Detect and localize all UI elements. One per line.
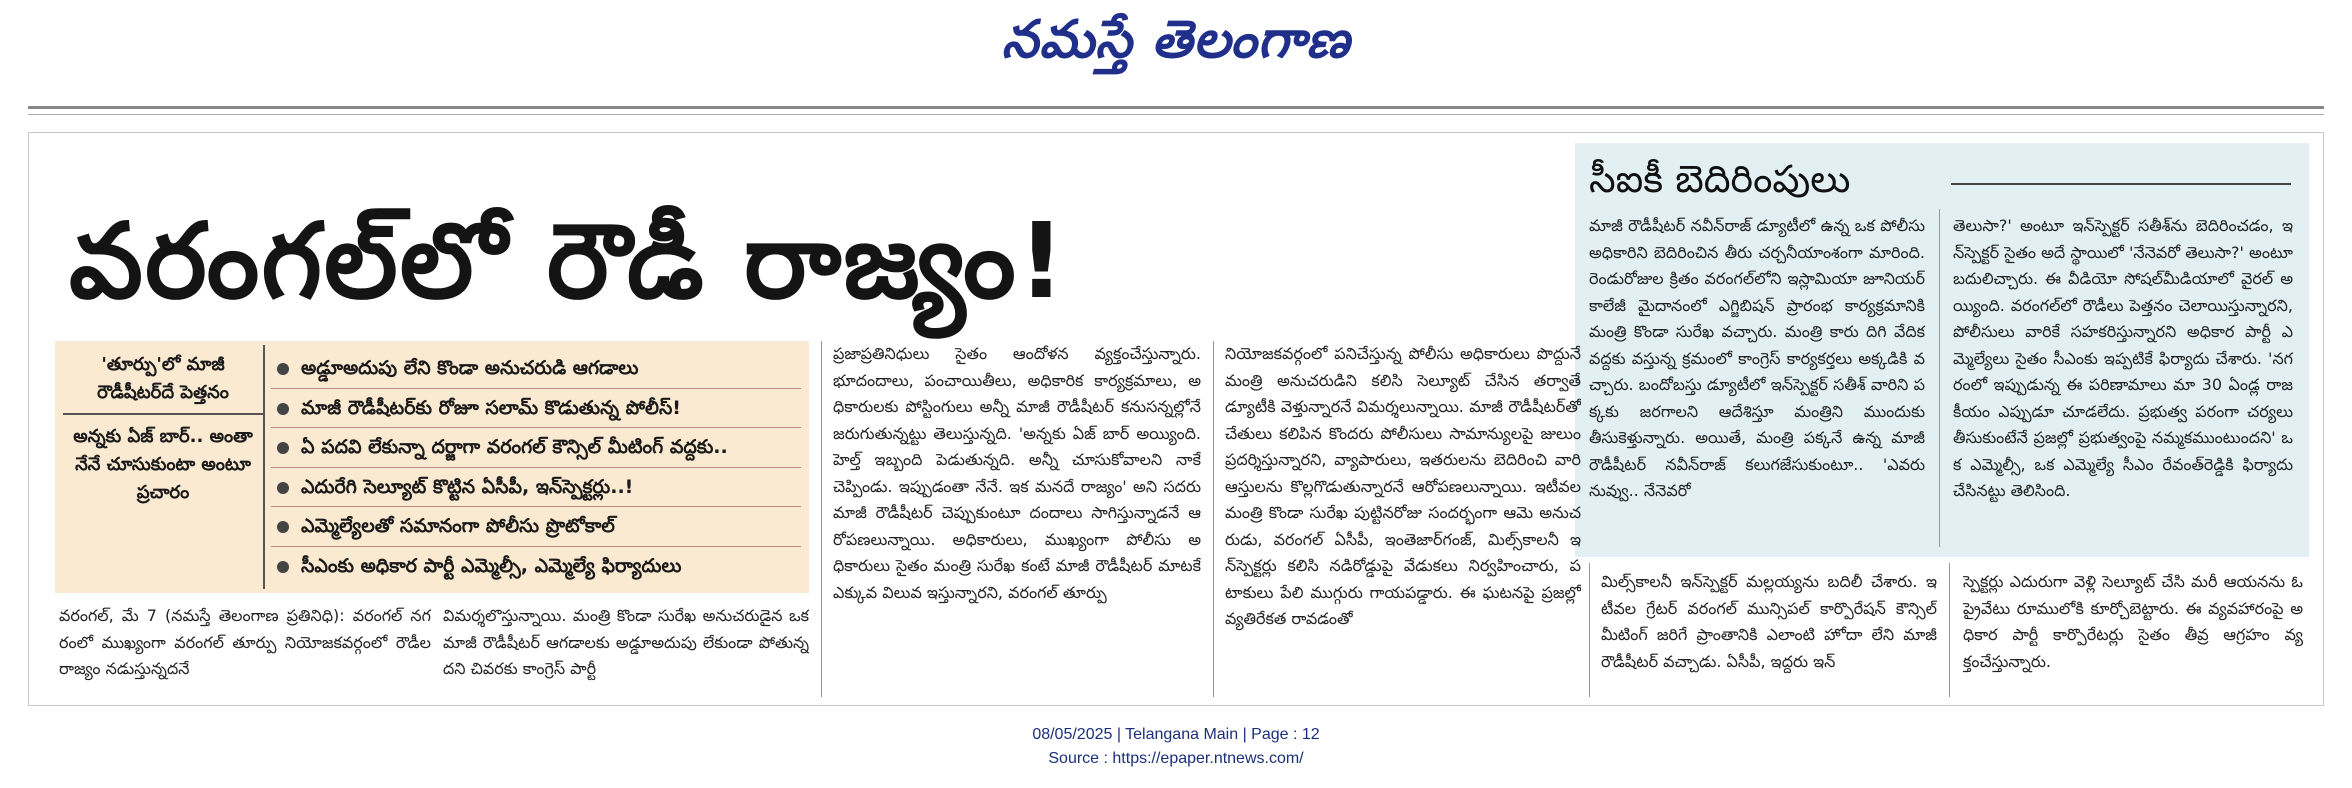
bullet-icon xyxy=(277,561,289,573)
bullet-icon xyxy=(277,442,289,454)
article-text-4: నియోజకవర్గంలో పనిచేస్తున్న పోలీసు అధికారులు పొద్దునే మంత్రి అనుచరుడిని కలిసి సెల్యూట్ చేసిన తర్వాతే డ్యూటీకి వెళ్తున్నారనే విమర్శలున్నాయి. మాజీ రౌడీషీటర్‌తో చేతులు కలిపిన కొందరు పోలీసులు సామాన్యులపై జులుం ప్రదర్శిస్తున్నారని, వ్యాపారులు, ఇతరులను బెదిరించి వారి ఆస్తులను కొల్లగొడుతున్నారనే ఆరోపణలున్నాయి. ఇటీవల మంత్రి కొండా సురేఖ పుట్టినరోజు సందర్భంగా ఆమె అనుచరుడు, వరంగల్ ఏసీపీ, ఇంతెజార్‌గంజ్, మిల్స్‌కాలనీ ఇన్‌స్పెక్టర్లు కలిసి నడిరోడ్డుపై వేడుకలు నిర్వహించారు, పటాకులు పేలి ముగ్గురు గాయపడ్డారు. ఈ ఘటనపై ప్రజల్లో వ్యతిరేకత రావడంతో xyxy=(1225,344,1581,628)
article-text-2: విమర్శలొస్తున్నాయి. మంత్రి కొండా సురేఖ అనుచరుడైన ఒక మాజీ రౌడీషీటర్ ఆగడాలకు అడ్డూఅదుపు లేకుండా పోతున్నదని చివరకు కాంగ్రెస్ పార్టీ xyxy=(443,606,809,678)
list-item xyxy=(271,349,801,389)
teaser-list xyxy=(271,349,801,585)
column-divider xyxy=(1589,563,1590,697)
sidebar-title-rule xyxy=(1951,183,2291,185)
sidebar-title: సీఐకీ బెదిరింపులు xyxy=(1589,157,1851,201)
article-column-4 xyxy=(1225,341,1581,699)
teaser-box xyxy=(55,341,809,593)
sidebar-divider xyxy=(1939,209,1940,547)
masthead xyxy=(0,0,2352,100)
column-divider xyxy=(1213,341,1214,697)
kicker-bottom: అన్నకు ఏజ్ బార్.. అంతా నేనే చూసుకుంటా అంటూ ప్రచారం xyxy=(73,426,253,503)
sidebar-box xyxy=(1575,143,2309,557)
list-item-text: ఏ పదవి లేకున్నా దర్జాగా వరంగల్ కౌన్సిల్ మీటింగ్ వద్దకు.. xyxy=(301,436,728,458)
list-item-text: ఎమ్మెల్యేలతో సమానంగా పోలీసు ప్రొటోకాల్ xyxy=(301,515,615,537)
footer-source-link[interactable]: Source : https://epaper.ntnews.com/ xyxy=(1048,750,1304,767)
article-column-3 xyxy=(833,341,1201,699)
list-item xyxy=(271,547,801,586)
article-text-6: స్పెక్టర్లు ఎదురుగా వెళ్లి సెల్యూట్ చేసి మరీ ఆయనను ఓ ప్రైవేటు రూములోకి కూర్చోబెట్టారు. ఈ వ్యవహారంపై అధికార పార్టీ కార్పొరేటర్లు సైతం తీవ్ర ఆగ్రహం వ్యక్తంచేస్తున్నారు. xyxy=(1963,572,2303,671)
column-divider xyxy=(821,341,822,697)
article-column-5 xyxy=(1601,569,1937,699)
headline: వరంగల్‌లో రౌడీ రాజ్యం! xyxy=(69,200,1068,322)
column-divider xyxy=(1949,563,1950,697)
kicker-top: 'తూర్పు'లో మాజీ రౌడీషీటర్‌దే పెత్తనం xyxy=(63,345,263,415)
article-column-2 xyxy=(443,603,809,699)
footer-dateline: 08/05/2025 | Telangana Main | Page : 12 xyxy=(1032,726,1320,743)
bullet-icon xyxy=(277,482,289,494)
bullet-icon xyxy=(277,521,289,533)
sidebar-column-2 xyxy=(1953,213,2293,551)
bullet-icon xyxy=(277,403,289,415)
list-item xyxy=(271,428,801,468)
sidebar-text-2: తెలుసా?' అంటూ ఇన్‌స్పెక్టర్ సతీశ్‌ను బెదిరించడం, ఇన్‌స్పెక్టర్ సైతం అదే స్థాయిలో 'నేనెవరో తెలుసా?' అంటూ బదులిచ్చారు. ఈ వీడియో సోషల్‌మీడియాలో వైరల్ అయ్యింది. వరంగల్‌లో రౌడీలు పెత్తనం చెలాయిస్తున్నారని, పోలీసులు వారికే సహకరిస్తున్నారని అధికార పార్టీ ఎమ్మెల్యేలు సైతం సీఎంకు ఇప్పటికే ఫిర్యాదు చేశారు. 'నగరంలో ఇప్పుడున్న ఈ పరిణామాలు మా 30 ఏండ్ల రాజకీయం ఎప్పుడూ చూడలేదు. ప్రభుత్వ పరంగా చర్యలు తీసుకుంటేనే ప్రజల్లో ప్రభుత్వంపై నమ్మకముంటుందని' ఒక ఎమ్మెల్సీ, ఒక ఎమ్మెల్యే సీఎం రేవంత్‌రెడ్డికి ఫిర్యాదు చేసినట్టు తెలిసింది. xyxy=(1953,216,2293,500)
sidebar-column-1 xyxy=(1589,213,1925,551)
list-item-text: ఎదురేగి సెల్యూట్ కొట్టిన ఏసీపీ, ఇన్‌స్పెక్టర్లు..! xyxy=(301,475,634,498)
list-item xyxy=(271,507,801,547)
list-item-text: మాజీ రౌడీషీటర్‌కు రోజూ సలామ్ కొడుతున్న పోలీస్! xyxy=(301,396,681,419)
article-column-6 xyxy=(1963,569,2303,699)
newspaper-logo: నమస్తే తెలంగాణ xyxy=(1001,9,1351,70)
bullet-icon xyxy=(277,363,289,375)
masthead-rule-thin xyxy=(28,114,2324,115)
teaser-kicker xyxy=(63,345,265,589)
masthead-rule xyxy=(28,106,2324,109)
list-item xyxy=(271,468,801,508)
list-item xyxy=(271,389,801,429)
article-text-1: వరంగల్, మే 7 (నమస్తే తెలంగాణ ప్రతినిధి): వరంగల్ నగరంలో ముఖ్యంగా వరంగల్ తూర్పు నియోజకవర్గంలో రౌడీలరాజ్యం నడుస్తున్నదనే xyxy=(59,606,431,678)
list-item-text: సీఎంకు అధికార పార్టీ ఎమ్మెల్సీ, ఎమ్మెల్యే ఫిర్యాదులు xyxy=(301,554,682,577)
article-column-1 xyxy=(59,603,431,699)
article-clipping xyxy=(28,132,2324,706)
sidebar-text-1: మాజీ రౌడీషీటర్ నవీన్‌రాజ్ డ్యూటీలో ఉన్న ఒక పోలీసు అధికారిని బెదిరించిన తీరు చర్చనీయాంశంగా మారింది. రెండురోజుల క్రితం వరంగల్‌లోని ఇస్లామియా జూనియర్ కాలేజీ మైదానంలో ఎగ్జిబిషన్ ప్రారంభ కార్యక్రమానికి మంత్రి కొండా సురేఖ వచ్చారు. మంత్రి కారు దిగి వేదిక వద్దకు వస్తున్న క్రమంలో కాంగ్రెస్ కార్యకర్తలు అక్కడికి వచ్చారు. బందోబస్తు డ్యూటీలో ఇన్‌స్పెక్టర్ సతీశ్ వారిని పక్కకు జరగాలని ఆదేశిస్తూ మంత్రిని ముందుకు తీసుకెళ్తున్నారు. అయితే, మంత్రి పక్కనే ఉన్న మాజీ రౌడీషీటర్ నవీన్‌రాజ్ కలుగజేసుకుంటూ.. 'ఎవరు నువ్వు.. నేనెవరో xyxy=(1589,216,1925,500)
article-text-5: మిల్స్‌కాలనీ ఇన్‌స్పెక్టర్ మల్లయ్యను బదిలీ చేశారు. ఇటీవల గ్రేటర్ వరంగల్ మున్సిపల్ కార్పొరేషన్ కౌన్సిల్ మీటింగ్ జరిగే ప్రాంతానికి ఎలాంటి హోదా లేని మాజీ రౌడీషీటర్ వచ్చాడు. ఏసీపీ, ఇద్దరు ఇన్ xyxy=(1601,572,1937,671)
list-item-text: అడ్డూఅదుపు లేని కొండా అనుచరుడి ఆగడాలు xyxy=(301,357,639,379)
article-text-3: ప్రజాప్రతినిధులు సైతం ఆందోళన వ్యక్తంచేస్తున్నారు. భూదందాలు, పంచాయితీలు, అధికారిక కార్యక్రమాలు, అధికారులకు పోస్టింగులు అన్నీ మాజీ రౌడీషీటర్ కనుసన్నల్లోనే జరుగుతున్నట్టు తెలుస్తున్నది. 'అన్నకు ఏజ్ బార్ అయ్యింది. హెల్త్ ఇబ్బంది పెడుతున్నది. అన్నీ చూసుకోవాలని నాకే చెప్పిండు. ఇప్పుడంతా నేనే. ఇక మనదే రాజ్యం' అని సదరు మాజీ రౌడీషీటర్ చెప్పుకుంటూ దందాలు సాగిస్తున్నాడనే ఆరోపణలున్నాయి. అధికారులు, ముఖ్యంగా పోలీసు అధికారులు సైతం మంత్రి సురేఖ కంటే మాజీ రౌడీషీటర్ మాటకే ఎక్కువ విలువ ఇస్తున్నారని, వరంగల్ తూర్పు xyxy=(833,344,1201,602)
